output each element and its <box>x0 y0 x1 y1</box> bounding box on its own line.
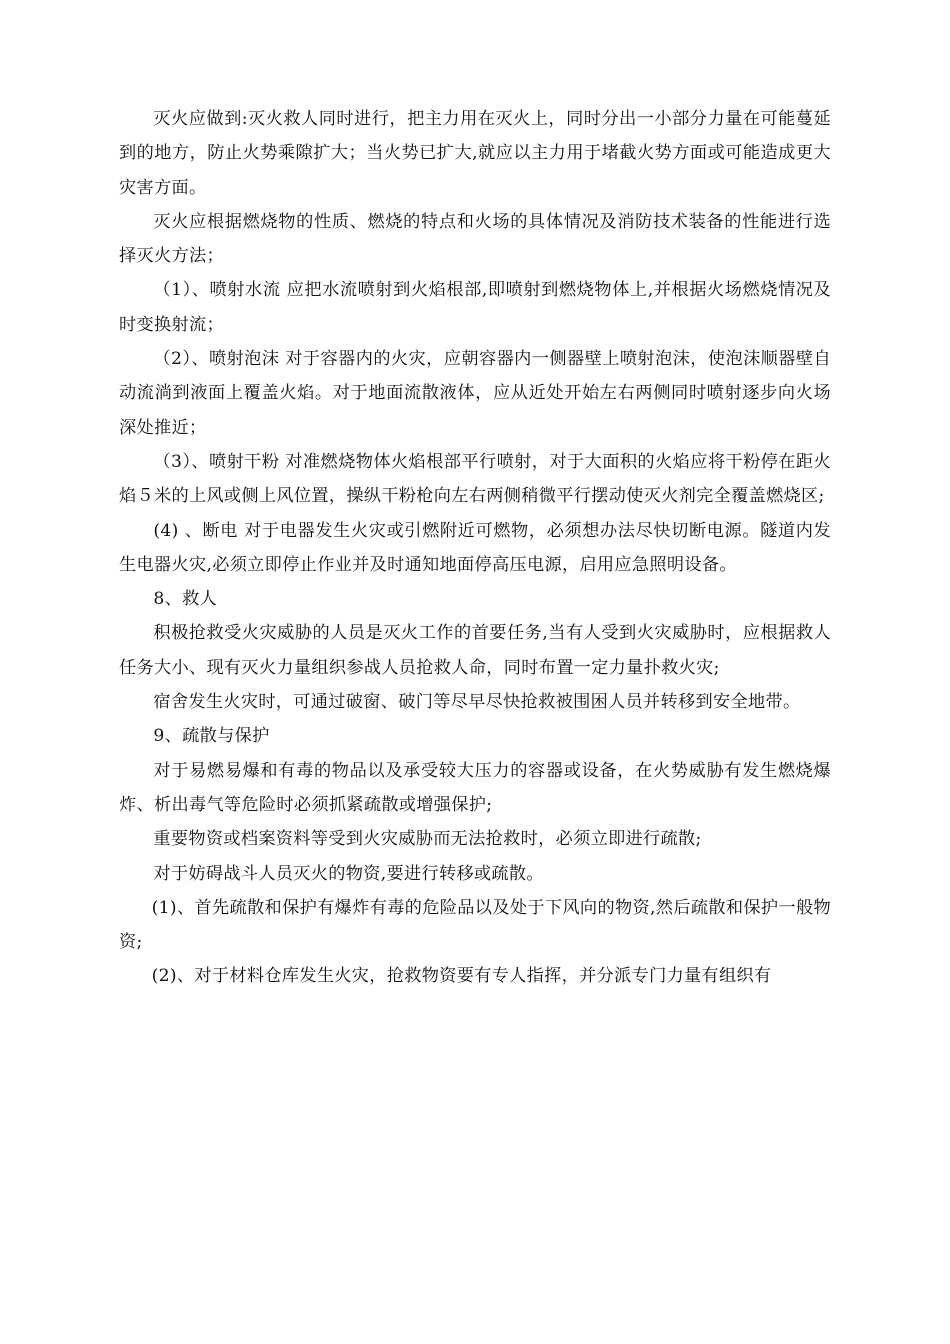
paragraph-evacuation-order: (1)、首先疏散和保护有爆炸有毒的危险品以及处于下风向的物资,然后疏散和保护一般物资; <box>119 897 831 953</box>
paragraph-power-off: (4) 、断电 对于电器发生火灾或引燃附近可燃物，必须想办法尽快切断电源。隧道内发生电器火灾,必须立即停止作业并及时通知地面停高压电源，启用应急照明设备。 <box>119 520 831 575</box>
paragraph-foam-spray: （2）、喷射泡沫 对于容器内的火灾，应朝容器内一侧器壁上喷射泡沫，使泡沫顺器壁自动流淌到液面上覆盖火焰。对于地面流散液体，应从近处开始左右两侧同时喷射逐步向火场深处推近； <box>119 349 831 438</box>
paragraph-warehouse-fire: (2)、对于材料仓库发生火灾，抢救物资要有专人指挥，并分派专门力量有组织有 <box>151 966 772 987</box>
document-body <box>119 102 831 994</box>
paragraph-obstructing-materials: 对于妨碍战斗人员灭火的物资,要进行转移或疏散。 <box>153 863 544 884</box>
section-heading-rescue: 8、救人 <box>153 589 218 610</box>
paragraph-dormitory-fire: 宿舍发生火灾时，可通过破窗、破门等尽早尽快抢救被围困人员并转移到安全地带。 <box>153 692 801 713</box>
paragraph-hazardous-items: 对于易燃易爆和有毒的物品以及承受较大压力的容器或设备，在火势威胁有发生燃烧爆炸、析出毒气等危险时必须抓紧疏散或增强保护; <box>119 760 831 815</box>
paragraph-water-spray: （1）、喷射水流 应把水流喷射到火焰根部,即喷射到燃烧物体上,并根据火场燃烧情况及时变换射流； <box>119 280 831 335</box>
paragraph-rescue-priority: 积极抢救受火灾威胁的人员是灭火工作的首要任务,当有人受到火灾威胁时，应根据救人任务大小、现有灭火力量组织参战人员抢救人命，同时布置一定力量扑救火灾; <box>119 623 831 678</box>
section-heading-evacuation: 9、疏散与保护 <box>153 726 270 747</box>
paragraph-method-selection: 灭火应根据燃烧物的性质、燃烧的特点和火场的具体情况及消防技术装备的性能进行选择灭火方法； <box>119 211 831 267</box>
paragraph-important-materials: 重要物资或档案资料等受到火灾威胁而无法抢救时，必须立即进行疏散; <box>153 829 702 850</box>
paragraph-fire-principles: 灭火应做到:灭火救人同时进行，把主力用在灭火上，同时分出一小部分力量在可能蔓延到的地方，防止火势乘隙扩大；当火势已扩大,就应以主力用于堵截火势方面或可能造成更大灾害方面。 <box>119 109 831 198</box>
paragraph-dry-powder: （3）、喷射干粉 对准燃烧物体火焰根部平行喷射，对于大面积的火焰应将干粉停在距火焰５米的上风或侧上风位置，操纵干粉枪向左右两侧稍微平行摆动使灭火剂完全覆盖燃烧区; <box>119 451 831 507</box>
